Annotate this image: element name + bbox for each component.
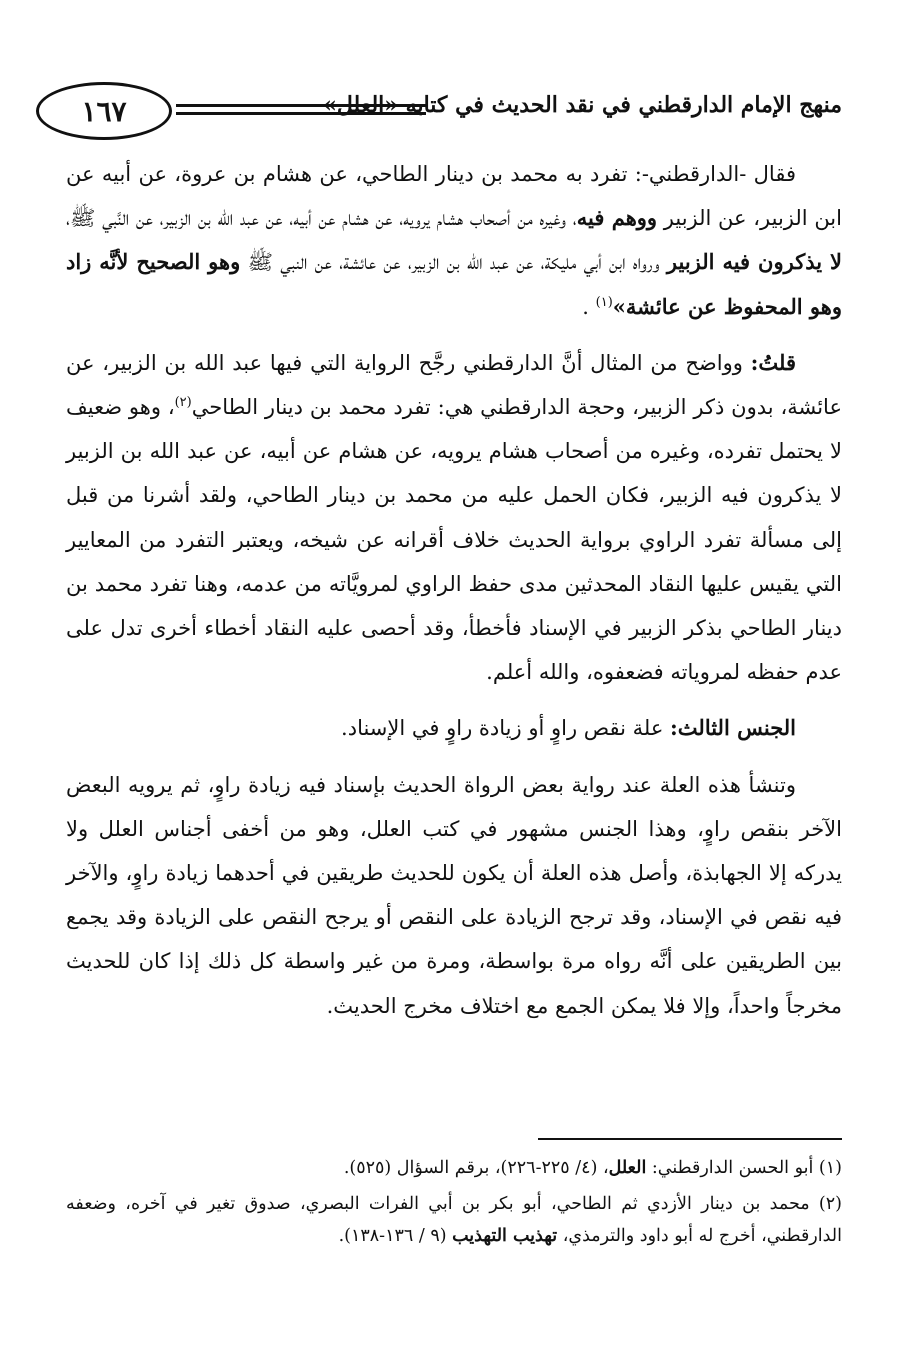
footnote-ref-2: (٢) [174, 395, 192, 411]
quote-text-1: فقال -الدارقطني-: تفرد به محمد بن دينار الطاحي، عن هشام بن عروة، عن أبيه عن ابن الزبير، عن الزبير [66, 162, 842, 231]
commentary-text-2: ، وهو ضعيف لا يحتمل تفرده، وغيره من أصحاب هشام يرويه، عن هشام عن أبيه، عن عبد الله بن الزبير لا يذكرون فيه الزبير، فكان الحمل عليه من محمد بن دينار الطاحي، ولقد أشرنا من قبل إلى مسألة تفرد الراوي برواية الحديث خلاف أقرانه عن شيخه، ويعتبر التفرد من المعايير التي يقيس عليها النقاد المحدثين مدى حفظ الراوي لمرويَّاته من عدمه، وهنا تفرد محمد بن دينار الطاحي بذكر الزبير في الإسناد فأخطأ، وقد أحصى عليه النقاد أخطاء أخرى تدل على عدم حفظه لمروياته فضعفوه، والله أعلم. [66, 395, 842, 685]
quote-text-2: ، وغيره من أصحاب هشام يرويه، عن هشام عن أبيه، عن عبد الله بن الزبير، عن النَّبي ﷺ، [66, 206, 577, 231]
quote-bold-1: ووهم فيه [576, 205, 658, 231]
footnote-2-bold: تهذيب التهذيب [452, 1226, 558, 1246]
footnote-2-tail: (٩ / ١٣٦-١٣٨). [338, 1226, 453, 1246]
page-number: ١٦٧ [36, 82, 172, 140]
footnote-1 [66, 1152, 842, 1184]
section-heading-text: علة نقص راوٍ أو زيادة راوٍ في الإسناد. [341, 716, 671, 741]
quote-bold-2: لا يذكرون فيه الزبير [666, 249, 843, 275]
paragraph-commentary [66, 341, 842, 695]
paragraph-section-heading [66, 706, 842, 750]
commentary-text-1: وواضح من المثال أنَّ الدارقطني رجَّح الرواية التي فيها عبد الله بن الزبير، عن عائشة، بدون ذكر الزبير، وحجة الدارقطني هي: تفرد محمد بن دينار الطاحي [66, 350, 842, 420]
footnotes [66, 1152, 842, 1256]
quote-text-end: . [582, 294, 596, 319]
running-header [36, 82, 842, 142]
paragraph-explanation [66, 763, 842, 1028]
footnote-ref-1: (١) [595, 294, 613, 310]
footnote-2 [66, 1188, 842, 1252]
quote-bold-3: وهو الصحيح لأنَّه زاد وهو المحفوظ عن عائشة» [66, 249, 842, 319]
section-heading-lead: الجنس الثالث: [670, 715, 796, 741]
commentary-lead: قلتُ: [750, 349, 796, 375]
main-text [66, 152, 842, 1028]
quote-text-3: ورواه ابن أبي مليكة، عن عبد الله بن الزبير، عن عائشة، عن النبي ﷺ [240, 250, 667, 275]
paragraph-quote [66, 152, 842, 329]
footnote-1-bold: العلل [608, 1158, 647, 1178]
footnote-2-text: (٢) محمد بن دينار الأزدي ثم الطاحي، أبو بكر بن أبي الفرات البصري، صدوق تغير في آخره، وضعفه الدارقطني، أخرج له أبو داود والترمذي، [66, 1194, 842, 1246]
footnote-separator [538, 1138, 842, 1140]
explanation-text: وتنشأ هذه العلة عند رواية بعض الرواة الحديث بإسناد فيه زيادة راوٍ، ثم يرويه البعض الآخر بنقص راوٍ، وهذا الجنس مشهور في كتب العلل، وهو من أخفى أجناس العلل ولا يدركه إلا الجهابذة، وأصل هذه العلة أن يكون للحديث طريقين في أحدهما زيادة راوٍ، والآخر فيه نقص في الإسناد، وقد ترجح الزيادة على النقص أو يرجح النقص على الزيادة وقد يجمع بين الطريقين على أنَّه رواه مرة بواسطة، ومرة من غير واسطة كل ذلك إذا كان للحديث مخرجاً واحداً، وإلا فلا يمكن الجمع مع اختلاف مخرج الحديث. [66, 772, 842, 1018]
footnote-1-tail: ، (٤/ ٢٢٥-٢٢٦)، برقم السؤال (٥٢٥). [343, 1158, 609, 1178]
book-title: منهج الإمام الدارقطني في نقد الحديث في كتابه «العلل» [323, 92, 842, 118]
footnote-1-text: (١) أبو الحسن الدارقطني: [646, 1158, 842, 1178]
